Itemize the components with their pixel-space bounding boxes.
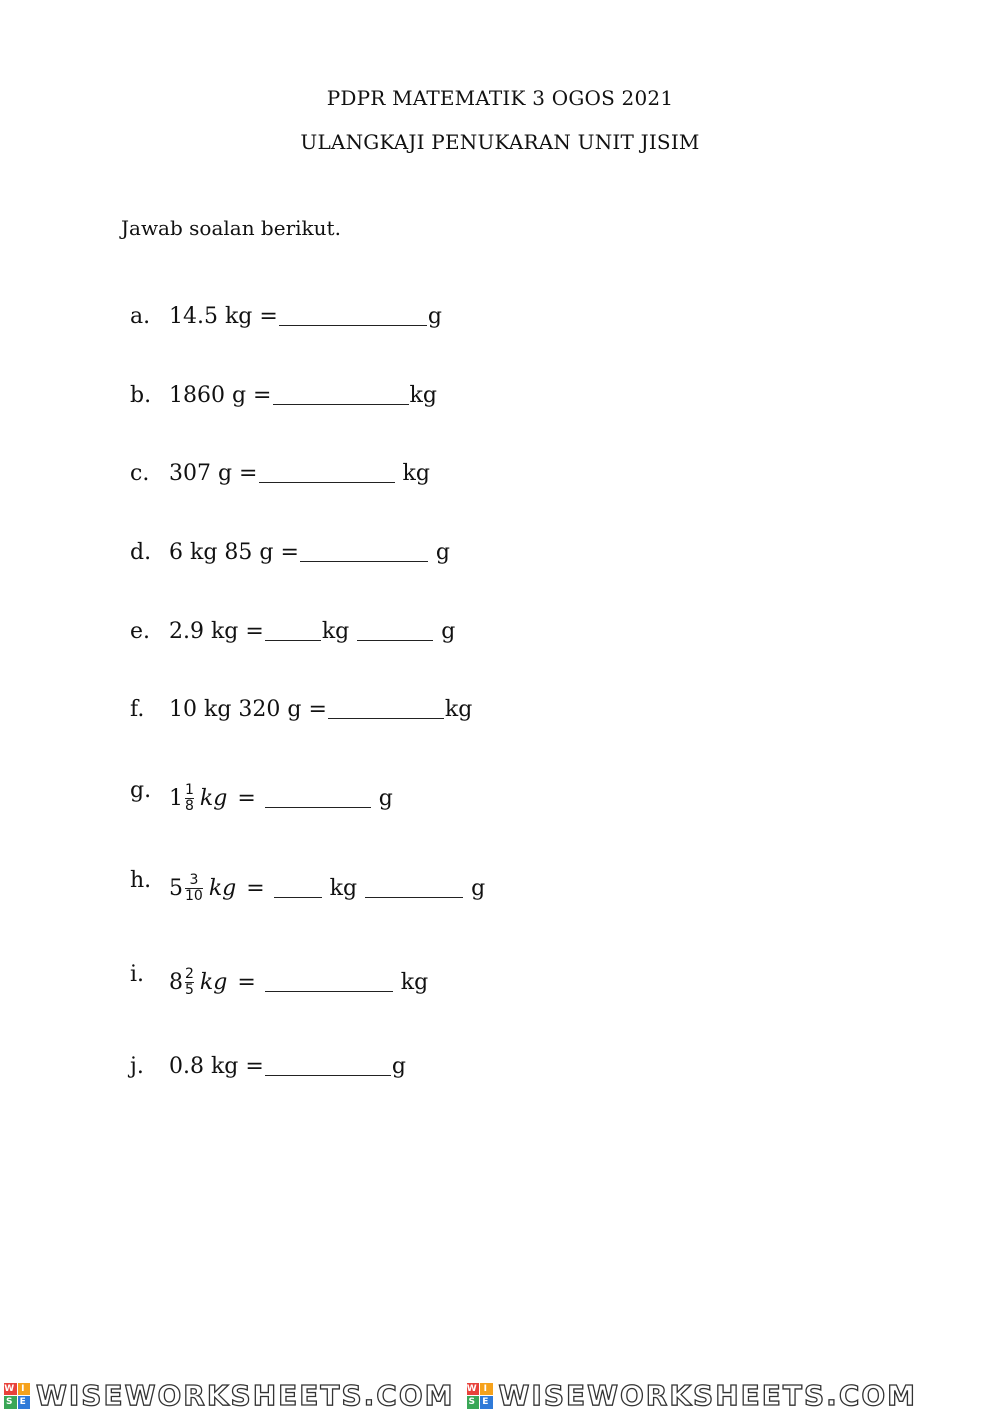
mixed-fraction: 1 $\frac{1}{8}$ — [169, 781, 194, 814]
mixed-fraction: 5 $\frac{3}{10}$ — [169, 871, 203, 904]
question-e: e. 2.9 kg = kg g — [130, 618, 456, 644]
page-title: PDPR MATEMATIK 3 OGOS 2021 — [326, 86, 674, 110]
answer-blank[interactable] — [259, 464, 395, 483]
answer-blank[interactable] — [279, 307, 427, 326]
mixed-fraction: 8 $\frac{2}{5}$ — [169, 965, 194, 998]
answer-blank[interactable] — [274, 879, 322, 898]
answer-blank[interactable] — [300, 543, 428, 562]
footer-watermark — [0, 1378, 1000, 1413]
question-a: a. 14.5 kg = g — [130, 303, 442, 329]
question-h: h. 5 $\frac{3}{10}$ kg = kg g — [130, 867, 486, 904]
question-label: d. — [130, 539, 152, 565]
question-label: j. — [130, 1053, 144, 1079]
question-j: j. 0.8 kg = g — [130, 1053, 406, 1079]
answer-blank[interactable] — [365, 879, 463, 898]
brand-text: WISEWORKSHEETS.COM — [498, 1379, 918, 1412]
question-d: d. 6 kg 85 g = g — [130, 539, 450, 565]
question-label: c. — [130, 460, 150, 486]
answer-blank[interactable] — [265, 1057, 391, 1076]
question-g: g. 1 $\frac{1}{8}$ kg = g — [130, 777, 393, 814]
brand-logo-icon: W I S E — [4, 1383, 30, 1409]
question-label: g. — [130, 777, 152, 803]
page-subtitle: ULANGKAJI PENUKARAN UNIT JISIM — [300, 130, 700, 154]
answer-blank[interactable] — [273, 386, 409, 405]
answer-blank[interactable] — [357, 622, 433, 641]
question-label: h. — [130, 867, 152, 893]
answer-blank[interactable] — [265, 973, 393, 992]
question-label: a. — [130, 303, 151, 329]
question-c: c. 307 g = kg — [130, 460, 430, 486]
question-label: f. — [130, 696, 145, 722]
fraction: $\frac{3}{10}$ — [185, 871, 203, 904]
question-f: f. 10 kg 320 g = kg — [130, 696, 473, 722]
answer-blank[interactable] — [328, 700, 444, 719]
brand-logo-icon: W I S E — [467, 1383, 493, 1409]
brand — [0, 1379, 455, 1412]
question-i: i. 8 $\frac{2}{5}$ kg = kg — [130, 961, 429, 998]
brand-text: WISEWORKSHEETS.COM — [36, 1379, 455, 1412]
instruction-text: Jawab soalan berikut. — [121, 216, 341, 240]
fraction: $\frac{2}{5}$ — [185, 965, 194, 998]
question-label: b. — [130, 382, 152, 408]
question-b: b. 1860 g = kg — [130, 382, 437, 408]
brand — [463, 1379, 918, 1412]
fraction: $\frac{1}{8}$ — [185, 781, 194, 814]
question-label: e. — [130, 618, 151, 644]
answer-blank[interactable] — [265, 622, 321, 641]
question-label: i. — [130, 961, 145, 987]
answer-blank[interactable] — [265, 789, 371, 808]
